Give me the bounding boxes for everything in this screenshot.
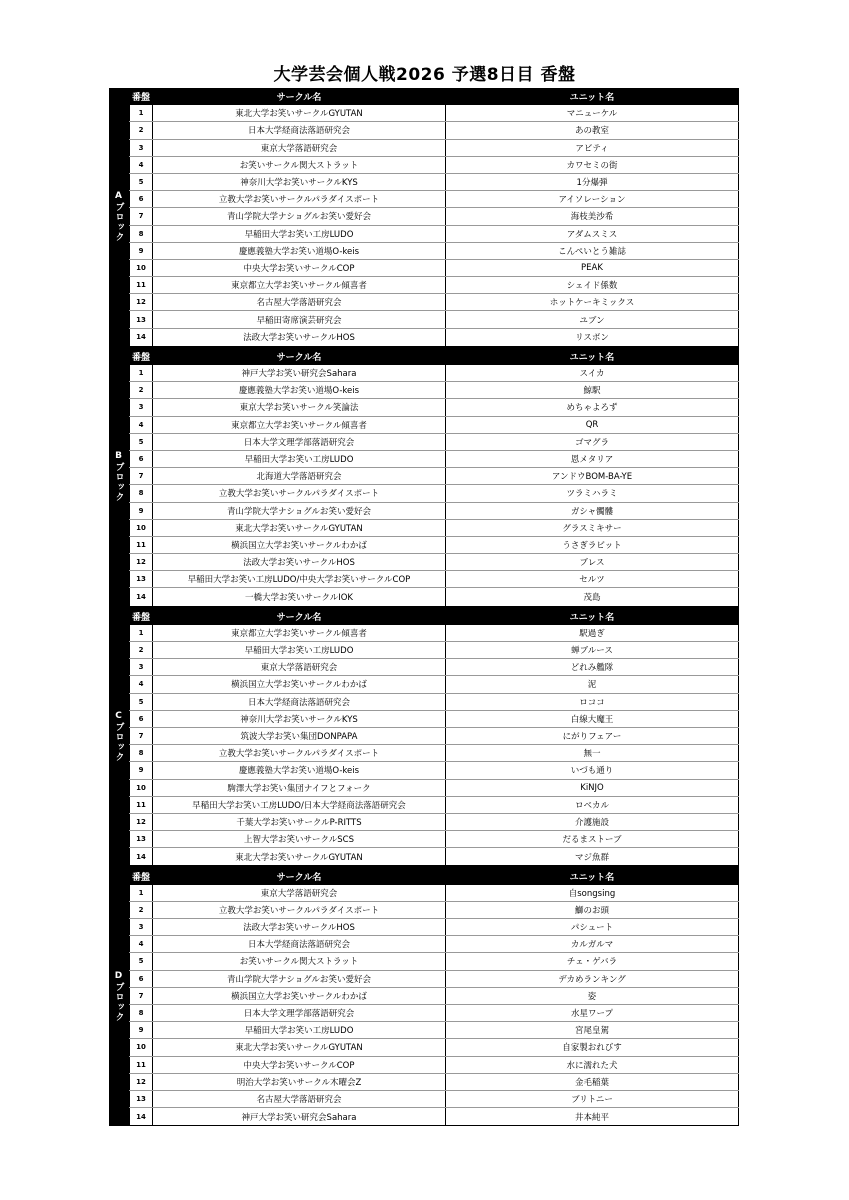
block-table: [129, 867, 739, 1125]
circle-name: 慶應義塾大学お笑い道場O-keis: [153, 243, 446, 259]
table-row: [129, 417, 739, 434]
table-header: [129, 88, 739, 105]
header-unit: ユニット名: [446, 88, 739, 105]
row-number: 9: [129, 243, 153, 259]
circle-name: 東京都立大学お笑いサークル傾喜者: [153, 625, 446, 641]
circle-name: 早稲田大学お笑い工房LUDO: [153, 1022, 446, 1038]
row-number: 14: [129, 848, 153, 865]
row-number: 4: [129, 676, 153, 692]
unit-name: にがりフェアー: [446, 728, 739, 744]
unit-name: グラスミキサー: [446, 520, 739, 536]
unit-name: こんぺいとう雑誌: [446, 243, 739, 259]
unit-name: あの教室: [446, 122, 739, 138]
row-number: 11: [129, 277, 153, 293]
circle-name: 早稲田大学お笑い工房LUDO: [153, 226, 446, 242]
circle-name: 早稲田大学お笑い工房LUDO/日本大学経商法落語研究会: [153, 797, 446, 813]
table-row: [129, 365, 739, 382]
row-number: 9: [129, 503, 153, 519]
circle-name: 立教大学お笑いサークルパラダイスポート: [153, 745, 446, 761]
row-number: 7: [129, 988, 153, 1004]
table-row: [129, 797, 739, 814]
block-label: Bブロック: [109, 348, 129, 606]
unit-name: ブレス: [446, 554, 739, 570]
circle-name: 東京大学落語研究会: [153, 885, 446, 901]
table-row: [129, 953, 739, 970]
unit-name: うさぎラビット: [446, 537, 739, 553]
table-row: [129, 311, 739, 328]
circle-name: 神奈川大学お笑いサークルKYS: [153, 711, 446, 727]
circle-name: 中央大学お笑いサークルCOP: [153, 1057, 446, 1073]
table-row: [129, 226, 739, 243]
circle-name: 早稲田大学お笑い工房LUDO: [153, 642, 446, 658]
unit-name: 鯨駅: [446, 382, 739, 398]
circle-name: 東北大学お笑いサークルGYUTAN: [153, 520, 446, 536]
circle-name: 筑波大学お笑い集団DONPAPA: [153, 728, 446, 744]
row-number: 4: [129, 157, 153, 173]
row-number: 9: [129, 1022, 153, 1038]
table-row: [129, 485, 739, 502]
table-row: [129, 659, 739, 676]
row-number: 4: [129, 417, 153, 433]
row-number: 13: [129, 831, 153, 847]
unit-name: デカめランキング: [446, 971, 739, 987]
table-row: [129, 277, 739, 294]
header-num: 番盤: [129, 348, 153, 365]
circle-name: 法政大学お笑いサークルHOS: [153, 554, 446, 570]
table-row: [129, 780, 739, 797]
circle-name: 中央大学お笑いサークルCOP: [153, 260, 446, 276]
unit-name: めちゃよろず: [446, 399, 739, 415]
circle-name: 青山学院大学ナショグルお笑い愛好会: [153, 503, 446, 519]
table-row: [129, 105, 739, 122]
table-row: [129, 468, 739, 485]
row-number: 7: [129, 728, 153, 744]
table-row: [129, 537, 739, 554]
block-label: Dブロック: [109, 867, 129, 1125]
table-row: [129, 1039, 739, 1056]
table-row: [129, 243, 739, 260]
row-number: 12: [129, 554, 153, 570]
block-label: Aブロック: [109, 88, 129, 346]
unit-name: KiNJO: [446, 780, 739, 796]
table-row: [129, 1091, 739, 1108]
header-num: 番盤: [129, 608, 153, 625]
row-number: 3: [129, 140, 153, 156]
table-row: [129, 625, 739, 642]
unit-name: 茂島: [446, 588, 739, 605]
unit-name: 水に濡れた犬: [446, 1057, 739, 1073]
table-row: [129, 520, 739, 537]
unit-name: 泥: [446, 676, 739, 692]
unit-name: どれみ艦隊: [446, 659, 739, 675]
row-number: 1: [129, 365, 153, 381]
unit-name: カルガルマ: [446, 936, 739, 952]
header-circle: サークル名: [153, 608, 446, 625]
row-number: 7: [129, 468, 153, 484]
row-number: 10: [129, 1039, 153, 1055]
row-number: 10: [129, 520, 153, 536]
circle-name: 東北大学お笑いサークルGYUTAN: [153, 848, 446, 865]
table-header: [129, 348, 739, 365]
row-number: 8: [129, 485, 153, 501]
row-number: 10: [129, 260, 153, 276]
row-number: 1: [129, 625, 153, 641]
table-row: [129, 174, 739, 191]
unit-name: リスボン: [446, 329, 739, 346]
unit-name: ロココ: [446, 694, 739, 710]
circle-name: 東京都立大学お笑いサークル傾喜者: [153, 417, 446, 433]
unit-name: 海枝美沙希: [446, 208, 739, 224]
unit-name: ロベカル: [446, 797, 739, 813]
unit-name: 水星ワープ: [446, 1005, 739, 1021]
table-row: [129, 988, 739, 1005]
circle-name: お笑いサークル関大ストラット: [153, 157, 446, 173]
row-number: 10: [129, 780, 153, 796]
block-label: Cブロック: [109, 608, 129, 866]
row-number: 14: [129, 329, 153, 346]
table-row: [129, 694, 739, 711]
table-row: [129, 1074, 739, 1091]
row-number: 2: [129, 642, 153, 658]
row-number: 8: [129, 745, 153, 761]
table-row: [129, 831, 739, 848]
table-header: [129, 608, 739, 625]
unit-name: 介護施設: [446, 814, 739, 830]
circle-name: 東北大学お笑いサークルGYUTAN: [153, 105, 446, 121]
circle-name: 法政大学お笑いサークルHOS: [153, 919, 446, 935]
row-number: 1: [129, 105, 153, 121]
block-section: [109, 88, 739, 348]
table-row: [129, 140, 739, 157]
header-unit: ユニット名: [446, 348, 739, 365]
circle-name: 千葉大学お笑いサークルP-RITTS: [153, 814, 446, 830]
circle-name: 日本大学経商法落語研究会: [153, 122, 446, 138]
table-row: [129, 294, 739, 311]
unit-name: 白線大魔王: [446, 711, 739, 727]
table-row: [129, 676, 739, 693]
block-table: [129, 88, 739, 346]
row-number: 13: [129, 1091, 153, 1107]
row-number: 14: [129, 588, 153, 605]
table-row: [129, 902, 739, 919]
circle-name: 早稲田大学お笑い工房LUDO: [153, 451, 446, 467]
table-row: [129, 1022, 739, 1039]
table-row: [129, 848, 739, 865]
circle-name: 東京大学お笑いサークル笑論法: [153, 399, 446, 415]
table-header: [129, 867, 739, 884]
row-number: 12: [129, 814, 153, 830]
table-row: [129, 434, 739, 451]
circle-name: 上智大学お笑いサークルSCS: [153, 831, 446, 847]
row-number: 13: [129, 571, 153, 587]
row-number: 11: [129, 797, 153, 813]
header-unit: ユニット名: [446, 608, 739, 625]
row-number: 8: [129, 226, 153, 242]
table-row: [129, 329, 739, 346]
circle-name: 立教大学お笑いサークルパラダイスポート: [153, 902, 446, 918]
unit-name: 金毛稲葉: [446, 1074, 739, 1090]
unit-name: アビティ: [446, 140, 739, 156]
unit-name: 鰤のお頭: [446, 902, 739, 918]
unit-name: 無一: [446, 745, 739, 761]
block-section: [109, 348, 739, 608]
row-number: 8: [129, 1005, 153, 1021]
circle-name: 東北大学お笑いサークルGYUTAN: [153, 1039, 446, 1055]
circle-name: 青山学院大学ナショグルお笑い愛好会: [153, 208, 446, 224]
table-row: [129, 1005, 739, 1022]
row-number: 2: [129, 122, 153, 138]
unit-name: 自songsing: [446, 885, 739, 901]
unit-name: 1分爆弾: [446, 174, 739, 190]
unit-name: ツラミハラミ: [446, 485, 739, 501]
table-row: [129, 571, 739, 588]
table-row: [129, 554, 739, 571]
header-circle: サークル名: [153, 867, 446, 884]
circle-name: 日本大学文理学部落語研究会: [153, 434, 446, 450]
unit-name: チェ・ゲバラ: [446, 953, 739, 969]
unit-name: セルツ: [446, 571, 739, 587]
unit-name: 駅過ぎ: [446, 625, 739, 641]
table-row: [129, 1057, 739, 1074]
circle-name: 日本大学経商法落語研究会: [153, 694, 446, 710]
row-number: 13: [129, 311, 153, 327]
header-circle: サークル名: [153, 88, 446, 105]
row-number: 6: [129, 451, 153, 467]
unit-name: パシュート: [446, 919, 739, 935]
table-row: [129, 588, 739, 605]
table-row: [129, 728, 739, 745]
circle-name: 横浜国立大学お笑いサークルわかば: [153, 676, 446, 692]
block-section: [109, 867, 739, 1126]
header-num: 番盤: [129, 867, 153, 884]
circle-name: 横浜国立大学お笑いサークルわかば: [153, 537, 446, 553]
header-num: 番盤: [129, 88, 153, 105]
circle-name: 横浜国立大学お笑いサークルわかば: [153, 988, 446, 1004]
unit-name: カワセミの街: [446, 157, 739, 173]
unit-name: スイカ: [446, 365, 739, 381]
circle-name: 東京都立大学お笑いサークル傾喜者: [153, 277, 446, 293]
header-unit: ユニット名: [446, 867, 739, 884]
table-row: [129, 885, 739, 902]
unit-name: 宮尾皇駕: [446, 1022, 739, 1038]
circle-name: 神戸大学お笑い研究会Sahara: [153, 1108, 446, 1125]
row-number: 2: [129, 902, 153, 918]
unit-name: マニューケル: [446, 105, 739, 121]
circle-name: 早稲田大学お笑い工房LUDO/中央大学お笑いサークルCOP: [153, 571, 446, 587]
circle-name: 北海道大学落語研究会: [153, 468, 446, 484]
circle-name: 青山学院大学ナショグルお笑い愛好会: [153, 971, 446, 987]
row-number: 4: [129, 936, 153, 952]
table-row: [129, 762, 739, 779]
table-row: [129, 208, 739, 225]
unit-name: 姿: [446, 988, 739, 1004]
table-row: [129, 157, 739, 174]
unit-name: 蝉ブルース: [446, 642, 739, 658]
circle-name: 法政大学お笑いサークルHOS: [153, 329, 446, 346]
row-number: 6: [129, 191, 153, 207]
circle-name: 立教大学お笑いサークルパラダイスポート: [153, 485, 446, 501]
unit-name: 井本純平: [446, 1108, 739, 1125]
unit-name: マジ魚群: [446, 848, 739, 865]
row-number: 5: [129, 694, 153, 710]
row-number: 5: [129, 174, 153, 190]
circle-name: 早稲田寄席演芸研究会: [153, 311, 446, 327]
circle-name: 日本大学文理学部落語研究会: [153, 1005, 446, 1021]
row-number: 11: [129, 1057, 153, 1073]
unit-name: アンドウBOM-BA-YE: [446, 468, 739, 484]
row-number: 11: [129, 537, 153, 553]
row-number: 5: [129, 434, 153, 450]
row-number: 3: [129, 659, 153, 675]
circle-name: 東京大学落語研究会: [153, 140, 446, 156]
block-section: [109, 608, 739, 868]
table-row: [129, 814, 739, 831]
unit-name: QR: [446, 417, 739, 433]
row-number: 3: [129, 919, 153, 935]
table-row: [129, 745, 739, 762]
table-row: [129, 711, 739, 728]
lineup-table: [109, 88, 739, 1126]
table-row: [129, 122, 739, 139]
unit-name: シェイド係数: [446, 277, 739, 293]
table-row: [129, 260, 739, 277]
unit-name: アイソレーション: [446, 191, 739, 207]
row-number: 5: [129, 953, 153, 969]
circle-name: 慶應義塾大学お笑い道場O-keis: [153, 762, 446, 778]
unit-name: ユブン: [446, 311, 739, 327]
block-table: [129, 608, 739, 866]
table-row: [129, 503, 739, 520]
circle-name: 立教大学お笑いサークルパラダイスポート: [153, 191, 446, 207]
table-row: [129, 451, 739, 468]
table-row: [129, 191, 739, 208]
row-number: 12: [129, 294, 153, 310]
row-number: 3: [129, 399, 153, 415]
circle-name: 明治大学お笑いサークル木曜会Z: [153, 1074, 446, 1090]
unit-name: 恩メタリア: [446, 451, 739, 467]
unit-name: だるまストーブ: [446, 831, 739, 847]
unit-name: アダムスミス: [446, 226, 739, 242]
circle-name: 名古屋大学落語研究会: [153, 294, 446, 310]
row-number: 1: [129, 885, 153, 901]
circle-name: 東京大学落語研究会: [153, 659, 446, 675]
row-number: 9: [129, 762, 153, 778]
table-row: [129, 642, 739, 659]
row-number: 6: [129, 971, 153, 987]
row-number: 12: [129, 1074, 153, 1090]
table-row: [129, 936, 739, 953]
unit-name: PEAK: [446, 260, 739, 276]
row-number: 2: [129, 382, 153, 398]
unit-name: ブリトニー: [446, 1091, 739, 1107]
table-row: [129, 382, 739, 399]
circle-name: 慶應義塾大学お笑い道場O-keis: [153, 382, 446, 398]
circle-name: 一橋大学お笑いサークルIOK: [153, 588, 446, 605]
table-row: [129, 919, 739, 936]
table-row: [129, 971, 739, 988]
circle-name: 駒澤大学お笑い集団ナイフとフォーク: [153, 780, 446, 796]
row-number: 14: [129, 1108, 153, 1125]
unit-name: ホットケーキミックス: [446, 294, 739, 310]
row-number: 6: [129, 711, 153, 727]
unit-name: ガシャ髑髏: [446, 503, 739, 519]
circle-name: 神戸大学お笑い研究会Sahara: [153, 365, 446, 381]
row-number: 7: [129, 208, 153, 224]
unit-name: 自家製おれびす: [446, 1039, 739, 1055]
unit-name: いづも通り: [446, 762, 739, 778]
circle-name: 神奈川大学お笑いサークルKYS: [153, 174, 446, 190]
circle-name: 日本大学経商法落語研究会: [153, 936, 446, 952]
circle-name: お笑いサークル関大ストラット: [153, 953, 446, 969]
page-title: 大学芸会個人戦2026 予選8日目 香盤: [273, 65, 576, 85]
block-table: [129, 348, 739, 606]
header-circle: サークル名: [153, 348, 446, 365]
circle-name: 名古屋大学落語研究会: [153, 1091, 446, 1107]
table-row: [129, 399, 739, 416]
unit-name: ゴマグラ: [446, 434, 739, 450]
table-row: [129, 1108, 739, 1125]
